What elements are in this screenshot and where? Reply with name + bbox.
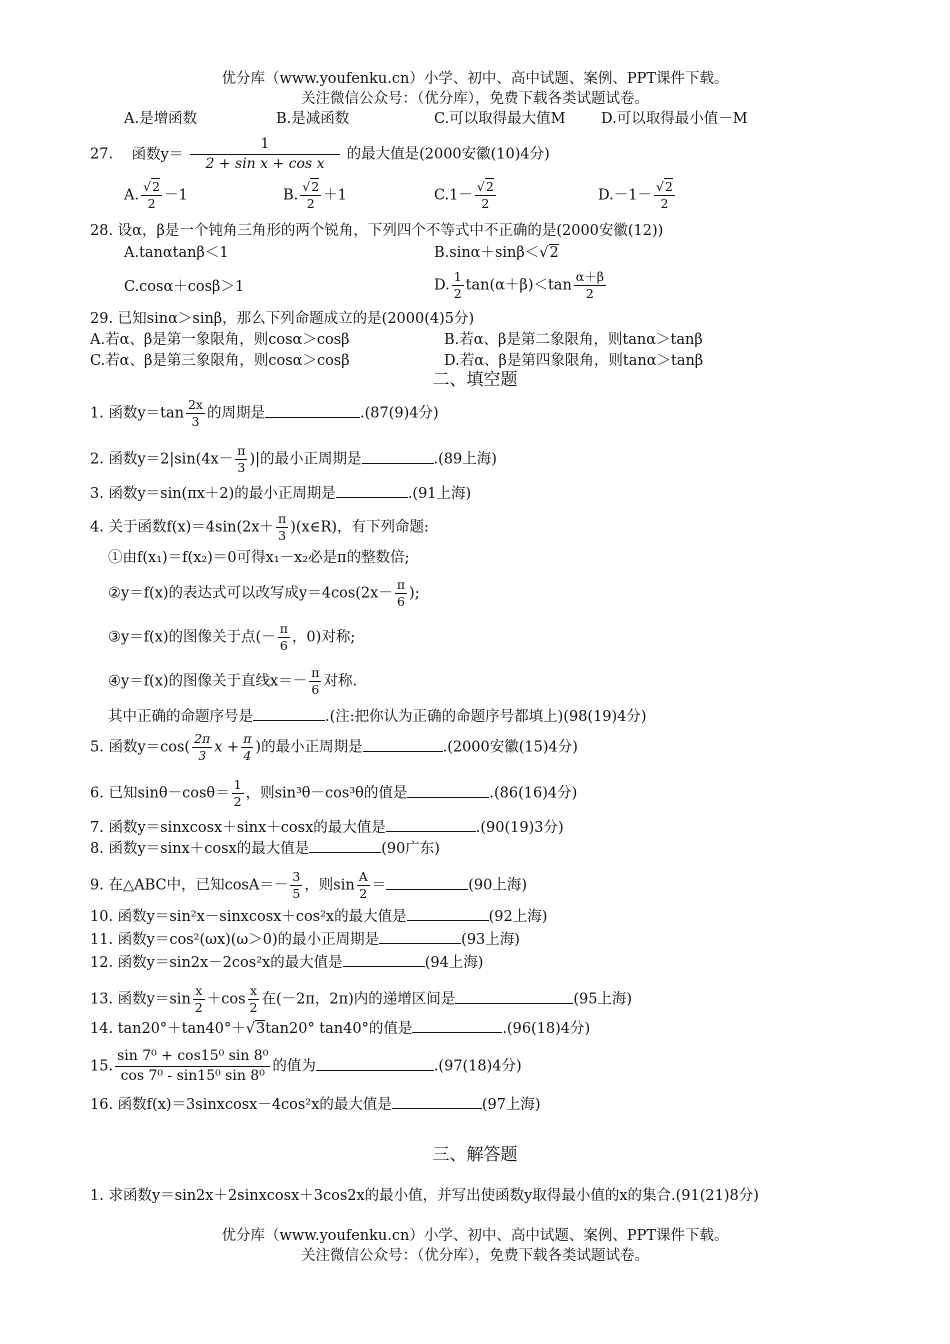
fill-question-14: 14. tan20°＋tan40°＋√3tan20° tan40°的值是 .(96(18)4分)	[90, 1018, 590, 1038]
q26-option-a: A.是增函数	[124, 111, 198, 127]
q29-option-b: B.若α、β是第二象限角，则tanα＞tanβ	[444, 332, 703, 348]
footer-line-1: 优分库（www.youfenku.cn）小学、初中、高中试题、案例、PPT课件下载。	[221, 1228, 729, 1244]
q27-suffix: 的最大值是(2000安徽(10)4分)	[346, 146, 550, 163]
fill-q4-s3-bot: 6	[279, 638, 288, 653]
q27-a-fraction: $\frac{√2}{2}$	[143, 179, 161, 211]
fill-q1-post1: 的周期是	[206, 405, 265, 422]
fill-question-1	[90, 398, 439, 429]
answer-blank	[265, 403, 360, 418]
q28-option-c: C.cosα＋cosβ＞1	[124, 279, 245, 295]
q27-a-den: 2	[147, 196, 156, 211]
fill-q4-post: )(x∈R)，有下列命题:	[290, 519, 429, 536]
fill-q4-s2-top: π	[396, 577, 406, 592]
fill-q4-s2-pre: ②y＝f(x)的表达式可以改写成y＝4cos(2x－	[108, 585, 393, 602]
fill-question-2	[90, 444, 497, 475]
answer-blank	[386, 875, 468, 890]
fill-q5-f1-top: 2π	[194, 731, 211, 746]
fill-q4-statement-1: ①由f(x₁)＝f(x₂)＝0可得x₁－x₂必是π的整数倍;	[108, 550, 410, 566]
answer-blank	[379, 929, 461, 944]
fill-q5-f2-bot: 4	[243, 748, 252, 763]
fill-q4-s3-post: ，0)对称;	[291, 629, 356, 646]
fill-q5-f2-top: π	[243, 731, 252, 746]
fill-question-3	[90, 483, 471, 503]
fill-q5-post1: )的最小正周期是	[255, 739, 363, 756]
q27-b-sqrt: 2	[311, 179, 320, 194]
fill-q3-pre: 3. 函数y＝sin(πx＋2)的最小正周期是	[90, 486, 336, 502]
answer-blank	[309, 838, 381, 853]
q27-option-d	[598, 180, 677, 211]
q27-b-label: B.	[283, 187, 299, 204]
q29-stem: 29. 已知sinα＞sinβ，那么下列命题成立的是(2000(4)5分)	[90, 311, 475, 327]
fill-q6-pre: 6. 已知sinθ－cosθ＝	[90, 785, 230, 802]
q27-b-den: 2	[306, 196, 315, 211]
answer-blank	[392, 1094, 482, 1109]
answer-blank	[363, 737, 443, 752]
q27-fraction	[190, 136, 340, 173]
fill-q9-f2-top: A	[358, 869, 368, 884]
answer-blank	[407, 906, 489, 921]
fill-q13-f1-bot: 2	[194, 1000, 203, 1015]
fill-question-10	[90, 906, 547, 926]
fill-q1-fraction	[186, 398, 205, 429]
fill-question-15	[90, 1048, 522, 1085]
fill-question-16	[90, 1094, 541, 1114]
q27-a-post: －1	[164, 187, 188, 204]
fill-q15-number: 15.	[90, 1058, 114, 1075]
q26-option-c: C.可以取得最大值M	[434, 111, 566, 127]
fill-q2-post1: )|的最小正周期是	[249, 451, 362, 468]
fill-question-9	[90, 870, 527, 901]
fill-q4-f-top: π	[278, 511, 287, 526]
answer-blank	[412, 1018, 502, 1033]
fill-q9-f1-top: 3	[292, 869, 301, 884]
fill-question-12	[90, 952, 483, 972]
fill-q4-s2-fraction	[395, 578, 407, 609]
q28-b-text: B.sinα＋sinβ＜	[434, 245, 540, 261]
header-line-2: 关注微信公众号：（优分库），免费下载各类试题试卷。	[301, 91, 649, 107]
fill-question-13	[90, 984, 632, 1015]
fill-q4-s4-top: π	[311, 665, 320, 680]
q29-option-a: A.若α、β是第一象限角，则cosα＞cosβ	[90, 332, 350, 348]
fill-q5-f1-bot: 3	[198, 748, 207, 763]
fill-q4-s4-post: 对称.	[323, 673, 358, 690]
fill-q4-s3-top: π	[279, 621, 288, 636]
answer-blank	[455, 989, 573, 1004]
fill-q13-f1-top: x	[193, 984, 205, 1000]
fill-question-6	[90, 778, 577, 809]
fill-q4-s4-fraction	[309, 666, 321, 697]
fill-q2-post2: .(89上海)	[433, 451, 497, 468]
fill-q4-statement-4	[108, 666, 357, 697]
fill-question-11	[90, 929, 520, 949]
fill-question-8	[90, 838, 440, 858]
q29-option-c: C.若α、β是第三象限角，则cosα＞cosβ	[90, 353, 350, 369]
fill-q4-s4-pre: ④y＝f(x)的图像关于直线x＝－	[108, 673, 308, 690]
fill-q11-post: (93上海)	[461, 932, 520, 948]
fill-q15-mid: 的值为	[272, 1058, 316, 1075]
fill-q5-mid: x +	[214, 739, 240, 756]
q26-option-d: D.可以取得最小值－M	[601, 111, 748, 127]
fill-q4-s3-fraction	[278, 622, 290, 653]
fill-q11-pre: 11. 函数y＝cos²(ωx)(ω＞0)的最小正周期是	[90, 932, 380, 948]
q27-c-den: 2	[481, 196, 490, 211]
fill-q6-post: .(86(16)4分)	[489, 785, 578, 802]
solve-question-1: 1. 求函数y＝sin2x＋2sinxcosx＋3cos2x的最小值，并写出使函数y取得最小值的x的集合.(91(21)8分)	[90, 1188, 759, 1204]
fill-q1-f-top: 2x	[187, 397, 203, 412]
q27-prefix: 函数y＝	[131, 146, 184, 163]
fill-q4-pre: 4. 关于函数f(x)＝4sin(2x＋	[90, 519, 275, 536]
fill-q15-fraction	[115, 1048, 270, 1085]
fill-q13-post2: (95上海)	[573, 991, 633, 1008]
fill-q13-post1: 在(－2π，2π)内的递增区间是	[261, 991, 456, 1008]
fill-q15-f-top: sin 7⁰ + cos15⁰ sin 8⁰	[115, 1048, 270, 1067]
footer-line-2: 关注微信公众号：（优分库），免费下载各类试题试卷。	[301, 1248, 649, 1264]
q27-d-sqrt: 2	[664, 179, 673, 194]
fill-q4-statement-2	[108, 578, 420, 609]
answer-blank	[386, 817, 476, 832]
q28-d-f1-bot: 2	[453, 286, 462, 301]
answer-blank	[336, 483, 408, 498]
fill-q6-mid: ，则sin³θ－cos³θ的值是	[245, 785, 408, 802]
fill-q4-tail-post: .(注:把你认为正确的命题序号都填上)(98(19)4分)	[325, 709, 647, 725]
answer-blank	[407, 783, 489, 798]
fill-q14-post: .(96(18)4分)	[502, 1021, 591, 1037]
fill-q13-fraction-1	[193, 984, 205, 1015]
q27-b-fraction: $\frac{√2}{2}$	[302, 179, 320, 211]
q27-option-c	[434, 180, 498, 211]
answer-blank	[362, 449, 434, 464]
fill-q4-f-bot: 3	[278, 528, 287, 543]
fill-q13-f2-bot: 2	[249, 1000, 258, 1015]
fill-q12-post: (94上海)	[424, 955, 484, 971]
fill-q7-post: .(90(19)3分)	[475, 820, 564, 836]
q29-option-d: D.若α、β是第四象限角，则tanα＞tanβ	[444, 353, 704, 369]
q27-c-label: C.1－	[434, 187, 473, 204]
fill-q9-f1-bot: 5	[292, 886, 301, 901]
q27-b-post: ＋1	[323, 187, 347, 204]
question-27	[90, 136, 550, 173]
q28-d-f1-top: 1	[453, 269, 462, 284]
fill-q9-eq: ＝	[371, 877, 387, 894]
fill-q1-f-bot: 3	[191, 414, 200, 429]
q28-option-b: B.sinα＋sinβ＜√2	[434, 245, 559, 261]
section-3-title: 三、解答题	[432, 1145, 518, 1165]
fill-q4-s2-post: );	[409, 585, 420, 602]
fill-q15-f-bot: cos 7⁰ - sin15⁰ sin 8⁰	[120, 1068, 265, 1084]
fill-q16-post: (97上海)	[481, 1097, 541, 1113]
fill-q4-tail	[108, 706, 647, 726]
fill-q9-fraction-1	[290, 870, 302, 901]
q28-b-sqrt: 2	[549, 245, 559, 261]
fill-q13-pre: 13. 函数y＝sin	[90, 991, 191, 1008]
fill-q6-fraction	[232, 778, 244, 809]
q28-d-fraction-1	[452, 270, 464, 301]
fill-q5-pre: 5. 函数y＝cos(	[90, 739, 191, 756]
fill-q10-pre: 10. 函数y＝sin²x－sinxcosx＋cos²x的最大值是	[90, 909, 407, 925]
fill-question-7	[90, 817, 564, 837]
fill-q12-pre: 12. 函数y＝sin2x－2cos²x的最大值是	[90, 955, 343, 971]
fill-q8-pre: 8. 函数y＝sinx＋cosx的最大值是	[90, 841, 310, 857]
answer-blank	[253, 706, 325, 721]
fill-q13-fraction-2	[248, 984, 260, 1015]
fill-q9-post: (90上海)	[468, 877, 528, 894]
fill-q10-post: (92上海)	[488, 909, 548, 925]
q28-stem: 28. 设α，β是一个钝角三角形的两个锐角，下列四个不等式中不正确的是(2000安徽(12))	[90, 223, 664, 239]
fill-q8-post: (90广东)	[381, 841, 440, 857]
fill-q5-fraction-2	[241, 732, 253, 763]
q27-c-fraction: $\frac{√2}{2}$	[476, 179, 494, 211]
fill-q1-post2: .(87(9)4分)	[359, 405, 439, 422]
section-2-title: 二、填空题	[432, 370, 518, 390]
q27-a-label: A.	[124, 187, 140, 204]
q27-frac-top: 1	[190, 136, 340, 155]
q27-d-label: D.－1－	[598, 187, 652, 204]
q27-c-sqrt: 2	[485, 179, 494, 194]
q28-option-d	[434, 270, 608, 301]
fill-question-5	[90, 732, 578, 763]
fill-q4-s3-pre: ③y＝f(x)的图像关于点(－	[108, 629, 276, 646]
fill-q2-pre: 2. 函数y＝2|sin(4x－	[90, 451, 234, 468]
q27-option-a	[124, 180, 188, 211]
fill-q1-pre: 1. 函数y＝tan	[90, 405, 184, 422]
q28-d-f2-bot: 2	[585, 286, 594, 301]
fill-q14-sqrt: 3	[255, 1021, 266, 1037]
q27-d-den: 2	[660, 196, 669, 211]
fill-q7-pre: 7. 函数y＝sinxcosx＋sinx＋cosx的最大值是	[90, 820, 386, 836]
q27-frac-bottom: 2 + sin x + cos x	[205, 156, 325, 172]
fill-q9-pre: 9. 在△ABC中，已知cosA＝－	[90, 877, 289, 894]
fill-q6-f-bot: 2	[233, 794, 242, 809]
q28-d-fraction-2	[574, 270, 606, 301]
fill-q9-mid: ，则sin	[304, 877, 355, 894]
fill-q13-mid: ＋cos	[206, 991, 246, 1008]
fill-q2-fraction	[235, 444, 247, 475]
fill-question-4	[90, 512, 429, 543]
fill-q4-s4-bot: 6	[311, 682, 320, 697]
fill-q2-f-bot: 3	[237, 460, 246, 475]
q27-d-fraction: $\frac{√2}{2}$	[655, 179, 673, 211]
q27-a-sqrt: 2	[152, 179, 161, 194]
fill-q14-mid: tan20° tan40°的值是	[265, 1021, 413, 1037]
fill-q4-tail-pre: 其中正确的命题序号是	[108, 709, 253, 725]
fill-q16-pre: 16. 函数f(x)＝3sinxcosx－4cos²x的最大值是	[90, 1097, 392, 1113]
fill-q5-post2: .(2000安徽(15)4分)	[442, 739, 578, 756]
q26-option-b: B.是减函数	[276, 111, 350, 127]
fill-q2-f-top: π	[237, 443, 246, 458]
fill-q3-post: .(91上海)	[407, 486, 472, 502]
fill-q9-f2-bot: 2	[359, 886, 368, 901]
answer-blank	[316, 1056, 434, 1071]
fill-q4-s2-bot: 6	[396, 594, 405, 609]
fill-q5-fraction-1	[192, 732, 212, 763]
fill-q4-fraction	[276, 512, 288, 543]
q28-d-label: D.	[434, 277, 450, 294]
q28-d-mid: tan(α＋β)＜tan	[465, 277, 572, 294]
header-line-1: 优分库（www.youfenku.cn）小学、初中、高中试题、案例、PPT课件下载。	[221, 71, 729, 87]
q28-option-a: A.tanαtanβ＜1	[124, 245, 229, 261]
q27-number: 27.	[90, 146, 114, 163]
q28-d-f2-top: α＋β	[575, 269, 604, 284]
fill-q14-pre: 14. tan20°＋tan40°＋	[90, 1021, 246, 1037]
fill-q15-post: .(97(18)4分)	[433, 1058, 522, 1075]
fill-q13-f2-top: x	[248, 984, 260, 1000]
fill-q9-fraction-2	[357, 870, 370, 901]
q27-option-b	[283, 180, 347, 211]
fill-q4-statement-3	[108, 622, 355, 653]
answer-blank	[343, 952, 425, 967]
fill-q6-f-top: 1	[233, 777, 242, 792]
